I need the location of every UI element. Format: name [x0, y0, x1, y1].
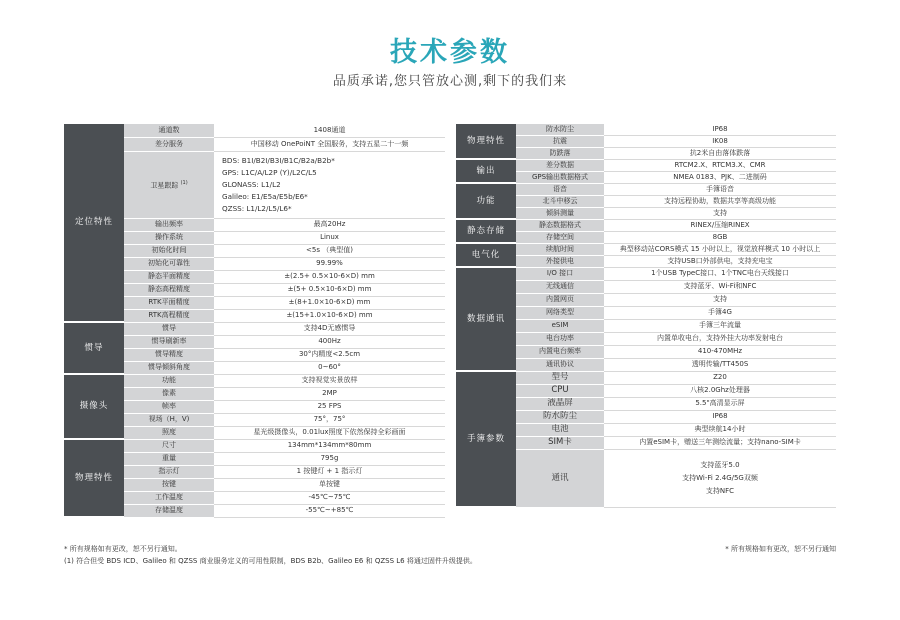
row-value: 795g	[214, 452, 445, 465]
row-value: 2MP	[214, 387, 445, 400]
row-value: 透明传输/TT450S	[604, 358, 836, 371]
row-label: 防跌落	[516, 147, 604, 159]
satellite-line: Galileo: E1/E5a/E5b/E6*	[222, 191, 308, 201]
row-value: 单按键	[214, 478, 445, 491]
row-value-satellite-list	[214, 151, 445, 218]
row-label: 视场（H，V)	[124, 413, 214, 426]
row-value: IP68	[604, 124, 836, 135]
row-label: 存储空间	[516, 231, 604, 243]
category-datacomm: 数据通讯	[456, 267, 516, 371]
row-label: 通讯协议	[516, 358, 604, 371]
satellite-line: GLONASS: L1/L2	[222, 179, 281, 189]
row-label: 倾斜测量	[516, 207, 604, 219]
row-label: 电池	[516, 423, 604, 436]
row-label: 帧率	[124, 400, 214, 413]
row-label: 通讯	[516, 449, 604, 507]
row-value: 支持	[604, 293, 836, 306]
row-value: 25 FPS	[214, 400, 445, 413]
row-label: 存储温度	[124, 504, 214, 517]
category-electrical: 电气化	[456, 243, 516, 267]
category-physical: 物理特性	[64, 439, 124, 517]
row-value: ±(15+1.0×10-6×D) mm	[214, 309, 445, 322]
row-value: 典型移动站CORS模式 15 小时以上，视觉放样模式 10 小时以上	[604, 243, 836, 255]
table-row	[456, 159, 836, 171]
row-label: 型号	[516, 371, 604, 384]
row-label: 差分服务	[124, 137, 214, 151]
row-label: 初始化可靠性	[124, 257, 214, 270]
row-value: 支持远程协助，数据共享等高级功能	[604, 195, 836, 207]
row-label: 内置电台频率	[516, 345, 604, 358]
satellite-line: QZSS: L1/L2/L5/L6*	[222, 203, 292, 213]
category-inertial: 惯导	[64, 322, 124, 374]
row-label: 静态数据格式	[516, 219, 604, 231]
row-value-comm-list	[604, 449, 836, 507]
table-row	[456, 183, 836, 195]
footnote-1: (1) 符合但受 BDS ICD、Galileo 和 QZSS 商业服务定义的可用性限制，BDS B2b、Galileo E6 和 QZSS L6 将通过固件升级提供。	[64, 557, 477, 565]
row-value: RTCM2.X、RTCM3.X、CMR	[604, 159, 836, 171]
category-camera: 摄像头	[64, 374, 124, 439]
table-row	[64, 322, 445, 335]
row-value: 30°内精度<2.5cm	[214, 348, 445, 361]
row-label: 静态高程精度	[124, 283, 214, 296]
row-label: 外接供电	[516, 255, 604, 267]
row-label: 像素	[124, 387, 214, 400]
row-value: Z20	[604, 371, 836, 384]
footnote-disclaimer: * 所有规格如有更改，恕不另行通知。	[64, 545, 182, 553]
row-label: 操作系统	[124, 231, 214, 244]
row-label: 按键	[124, 478, 214, 491]
row-value: 410-470MHz	[604, 345, 836, 358]
footnotes-left	[64, 543, 584, 567]
row-label: 电台功率	[516, 332, 604, 345]
row-label: 内置网页	[516, 293, 604, 306]
row-label: GPS输出数据格式	[516, 171, 604, 183]
row-label: 北斗中移云	[516, 195, 604, 207]
page-header	[0, 0, 900, 118]
row-label: 惯导刷新率	[124, 335, 214, 348]
comm-line: 支持蓝牙5.0	[700, 460, 740, 469]
table-row	[64, 439, 445, 452]
table-row	[456, 243, 836, 255]
footnote-disclaimer: * 所有规格如有更改，恕不另行通知	[725, 545, 836, 553]
row-label: 防水防尘	[516, 124, 604, 135]
row-value: 支持蓝牙、Wi-Fi和NFC	[604, 280, 836, 293]
row-value: 星光级摄像头，0.01lux照度下依然保持全彩画面	[214, 426, 445, 439]
footnotes-right	[725, 543, 836, 555]
category-physical: 物理特性	[456, 124, 516, 159]
row-label-text: 卫星跟踪	[150, 181, 179, 190]
row-label-satellite	[124, 151, 214, 218]
row-value: ±(2.5+ 0.5×10-6×D) mm	[214, 270, 445, 283]
row-value: 1 按键灯 + 1 指示灯	[214, 465, 445, 478]
row-value: 支持	[604, 207, 836, 219]
row-value: IK08	[604, 135, 836, 147]
row-value: 典型续航14小时	[604, 423, 836, 436]
row-value: 支持4D无感惯导	[214, 322, 445, 335]
row-label: 惯导	[124, 322, 214, 335]
row-label: RTK高程精度	[124, 309, 214, 322]
row-value: 八核2.0Ghz处理器	[604, 384, 836, 397]
satellite-line: GPS: L1C/A/L2P (Y)/L2C/L5	[222, 167, 317, 177]
row-label: 惯导精度	[124, 348, 214, 361]
category-handheld: 手簿参数	[456, 371, 516, 507]
row-value: IP68	[604, 410, 836, 423]
row-label: 重量	[124, 452, 214, 465]
row-value: RINEX/压缩RINEX	[604, 219, 836, 231]
row-value: 手簿三年流量	[604, 319, 836, 332]
row-value: 5.5"高清显示屏	[604, 397, 836, 410]
row-value: 75°，75°	[214, 413, 445, 426]
row-value: ±(8+1.0×10-6×D) mm	[214, 296, 445, 309]
row-value: 抗2米自由落体跌落	[604, 147, 836, 159]
row-value: NMEA 0183、PJK、二进制码	[604, 171, 836, 183]
right-spec-table	[456, 124, 836, 508]
category-positioning: 定位特性	[64, 124, 124, 322]
row-label: 尺寸	[124, 439, 214, 452]
table-row	[64, 374, 445, 387]
row-label: 防水防尘	[516, 410, 604, 423]
row-value: 支持USB口外部供电，支持充电宝	[604, 255, 836, 267]
row-value: 0~60°	[214, 361, 445, 374]
row-value: -55℃~+85℃	[214, 504, 445, 517]
row-label: CPU	[516, 384, 604, 397]
row-value: ±(5+ 0.5×10-6×D) mm	[214, 283, 445, 296]
row-value: 400Hz	[214, 335, 445, 348]
row-label: 语音	[516, 183, 604, 195]
row-value: 支持视觉实景放样	[214, 374, 445, 387]
row-label: eSIM	[516, 319, 604, 332]
row-label: 功能	[124, 374, 214, 387]
row-value: 8GB	[604, 231, 836, 243]
row-value: 手簿4G	[604, 306, 836, 319]
row-value: Linux	[214, 231, 445, 244]
row-label: 液晶屏	[516, 397, 604, 410]
row-value: 1个USB TypeC接口、1个TNC电台天线接口	[604, 267, 836, 280]
table-row	[456, 371, 836, 384]
row-label: 指示灯	[124, 465, 214, 478]
comm-line: 支持Wi-Fi 2.4G/5G双频	[682, 473, 758, 482]
row-value: -45℃~75℃	[214, 491, 445, 504]
row-value: <5s （典型值)	[214, 244, 445, 257]
comm-line: 支持NFC	[705, 486, 735, 495]
row-label: 差分数据	[516, 159, 604, 171]
row-value: 手簿语音	[604, 183, 836, 195]
row-label: 输出频率	[124, 218, 214, 231]
row-value: 99.99%	[214, 257, 445, 270]
row-value: 内置eSIM卡，赠送三年测绘流量；支持nano-SIM卡	[604, 436, 836, 449]
row-label: 惯导倾斜角度	[124, 361, 214, 374]
row-label: RTK平面精度	[124, 296, 214, 309]
table-row	[456, 219, 836, 231]
row-value: 134mm*134mm*80mm	[214, 439, 445, 452]
row-label: 照度	[124, 426, 214, 439]
page-title: 技术参数	[390, 37, 510, 68]
row-label: 无线通信	[516, 280, 604, 293]
satellite-line: BDS: B1I/B2I/B3I/B1C/B2a/B2b*	[222, 155, 335, 165]
table-row	[64, 124, 445, 137]
row-label: 通道数	[124, 124, 214, 137]
table-row	[456, 124, 836, 135]
row-value: 1408通道	[214, 124, 445, 137]
row-label: 网络类型	[516, 306, 604, 319]
row-label: 工作温度	[124, 491, 214, 504]
table-row	[456, 267, 836, 280]
left-spec-table	[64, 124, 445, 518]
page-subtitle: 品质承诺,您只管放心测,剩下的我们来	[332, 74, 568, 89]
row-value: 最高20Hz	[214, 218, 445, 231]
row-label: SIM卡	[516, 436, 604, 449]
row-value: 内置单收电台，支持外挂大功率发射电台	[604, 332, 836, 345]
row-label: 抗震	[516, 135, 604, 147]
row-label: I/O 接口	[516, 267, 604, 280]
category-storage: 静态存储	[456, 219, 516, 243]
row-label: 初始化时间	[124, 244, 214, 257]
row-label: 续航时间	[516, 243, 604, 255]
row-label: 静态平面精度	[124, 270, 214, 283]
category-output: 输出	[456, 159, 516, 183]
row-value: 中国移动 OnePoiNT 全国服务，支持五星二十一频	[214, 137, 445, 151]
footnote-marker: (1)	[180, 179, 188, 186]
category-function: 功能	[456, 183, 516, 219]
